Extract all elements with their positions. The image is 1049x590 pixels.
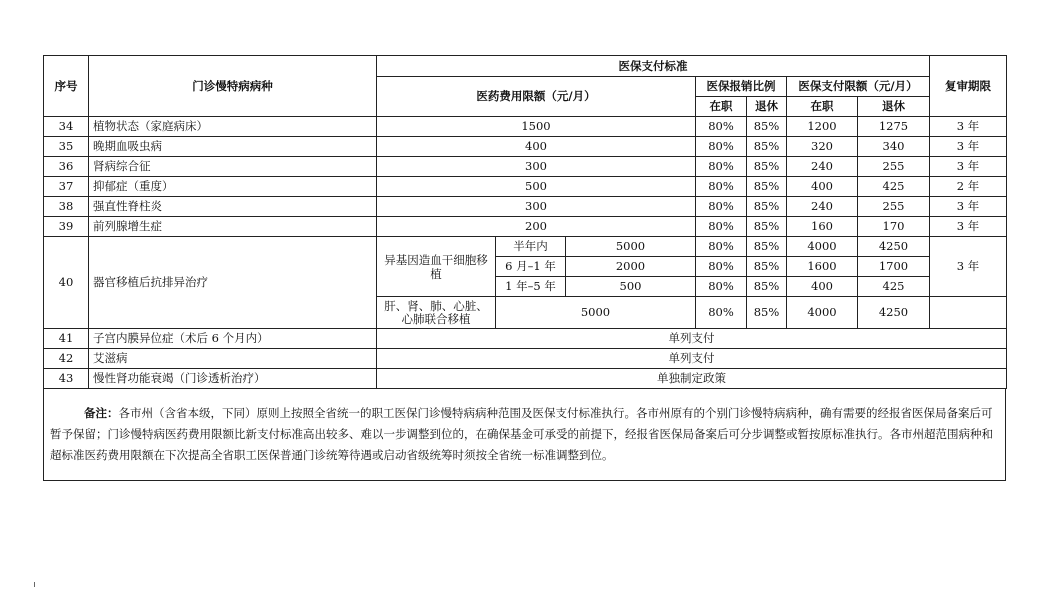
row-amount-employed: 240 [787,157,858,177]
row40-limit: 2000 [566,257,696,277]
row40-amount-retired: 4250 [858,237,930,257]
row-amount-employed: 1200 [787,117,858,137]
row-review: 3 年 [930,217,1007,237]
row-ratio-retired: 85% [747,197,787,217]
row-policy: 单列支付 [377,349,1007,369]
row40-organ-amount-employed: 4000 [787,297,858,329]
row-ratio-employed: 80% [696,137,747,157]
row-no: 39 [44,217,89,237]
row-disease: 强直性脊柱炎 [89,197,377,217]
row-no: 41 [44,329,89,349]
header-seq: 序号 [44,56,89,117]
row-policy: 单独制定政策 [377,369,1007,389]
row-review: 3 年 [930,197,1007,217]
row-no: 37 [44,177,89,197]
row-no: 42 [44,349,89,369]
row40-amount-retired: 1700 [858,257,930,277]
row40-period: 6 月–1 年 [496,257,566,277]
row40-period: 1 年–5 年 [496,277,566,297]
row-amount-employed: 400 [787,177,858,197]
row-ratio-retired: 85% [747,137,787,157]
table-row [44,197,1007,217]
row-limit: 200 [377,217,696,237]
row-ratio-retired: 85% [747,177,787,197]
row-no: 34 [44,117,89,137]
row-ratio-retired: 85% [747,117,787,137]
row-disease: 抑郁症（重度） [89,177,377,197]
row40-ratio-employed: 80% [696,277,747,297]
document [43,55,1006,481]
row-limit: 300 [377,197,696,217]
row-disease: 肾病综合征 [89,157,377,177]
payment-standard-table [43,55,1007,389]
table-row [44,137,1007,157]
header-pay-standard: 医保支付标准 [377,56,930,77]
header-amount-retired: 退休 [858,97,930,117]
remarks-label: 备注： [84,406,119,420]
row40-period: 半年内 [496,237,566,257]
row-amount-retired: 1275 [858,117,930,137]
row40-limit: 500 [566,277,696,297]
row-no: 36 [44,157,89,177]
row40-amount-employed: 400 [787,277,858,297]
row40-amount-employed: 1600 [787,257,858,277]
table-row [44,217,1007,237]
row40-ratio-retired: 85% [747,257,787,277]
header-review: 复审期限 [930,56,1007,117]
row-ratio-retired: 85% [747,157,787,177]
row40-group-hsct: 异基因造血干细胞移植 [377,237,496,297]
row-disease: 慢性肾功能衰竭（门诊透析治疗） [89,369,377,389]
row-limit: 500 [377,177,696,197]
row-disease: 器官移植后抗排异治疗 [89,237,377,329]
row40-organ-ratio-retired: 85% [747,297,787,329]
row-amount-retired: 340 [858,137,930,157]
row-disease: 植物状态（家庭病床） [89,117,377,137]
header-disease: 门诊慢特病病种 [89,56,377,117]
row40-group-organ [377,297,496,329]
table-row [44,349,1007,369]
table-row-40-sub1 [44,237,1007,257]
header-ratio: 医保报销比例 [696,77,787,97]
row-ratio-employed: 80% [696,197,747,217]
header-amount: 医保支付限额（元/月） [787,77,930,97]
row-review: 2 年 [930,177,1007,197]
row-no: 38 [44,197,89,217]
row-review: 3 年 [930,117,1007,137]
row-disease: 前列腺增生症 [89,217,377,237]
row40-ratio-employed: 80% [696,237,747,257]
remarks [43,389,1006,481]
row-ratio-employed: 80% [696,157,747,177]
row-review: 3 年 [930,137,1007,157]
row-ratio-employed: 80% [696,117,747,137]
table-row [44,117,1007,137]
row40-organ-review [930,297,1007,329]
header-cost-limit: 医药费用限额（元/月） [377,77,696,117]
row40-ratio-employed: 80% [696,257,747,277]
row-disease: 艾滋病 [89,349,377,369]
row40-amount-employed: 4000 [787,237,858,257]
header-amount-employed: 在职 [787,97,858,117]
row40-group-organ-line1: 肝、肾、肺、心脏、 [384,298,488,313]
row-no: 40 [44,237,89,329]
row40-ratio-retired: 85% [747,237,787,257]
row-amount-employed: 240 [787,197,858,217]
row-amount-retired: 255 [858,157,930,177]
row40-limit: 5000 [566,237,696,257]
remarks-text: 各市州（含省本级，下同）原则上按照全省统一的职工医保门诊慢特病病种范围及医保支付标准执行。各市州原有的个别门诊慢特病病种，确有需要的经报省医保局备案后可暂予保留；门诊慢特病医药费用限额比新支付标准高出较多、难以一步调整到位的，在确保基金可承受的前提下，经报省医保局备案后可分步调整或暂按原标准执行。各市州超范围病种和超标准医药费用限额在下次提高全省职工医保普通门诊统筹待遇或启动省级统筹时须按全省统一标准调整到位。 [50,406,993,462]
header-ratio-employed: 在职 [696,97,747,117]
row40-review: 3 年 [930,237,1007,297]
row-disease: 晚期血吸虫病 [89,137,377,157]
row40-organ-limit: 5000 [496,297,696,329]
row40-organ-amount-retired: 4250 [858,297,930,329]
row40-group-organ-line2: 心肺联合移植 [401,311,471,326]
row40-ratio-retired: 85% [747,277,787,297]
table-row [44,369,1007,389]
row-amount-retired: 255 [858,197,930,217]
row-ratio-retired: 85% [747,217,787,237]
row-ratio-employed: 80% [696,217,747,237]
row-ratio-employed: 80% [696,177,747,197]
row-review: 3 年 [930,157,1007,177]
row-no: 43 [44,369,89,389]
table-row [44,157,1007,177]
row-amount-retired: 425 [858,177,930,197]
row-limit: 1500 [377,117,696,137]
row-disease: 子宫内膜异位症（术后 6 个月内） [89,329,377,349]
row-policy: 单列支付 [377,329,1007,349]
row-limit: 400 [377,137,696,157]
row-amount-employed: 320 [787,137,858,157]
page-mark [34,582,35,587]
table-row [44,177,1007,197]
row-amount-retired: 170 [858,217,930,237]
row-limit: 300 [377,157,696,177]
row-amount-employed: 160 [787,217,858,237]
row-no: 35 [44,137,89,157]
row40-organ-ratio-employed: 80% [696,297,747,329]
table-row [44,329,1007,349]
row40-amount-retired: 425 [858,277,930,297]
header-ratio-retired: 退休 [747,97,787,117]
